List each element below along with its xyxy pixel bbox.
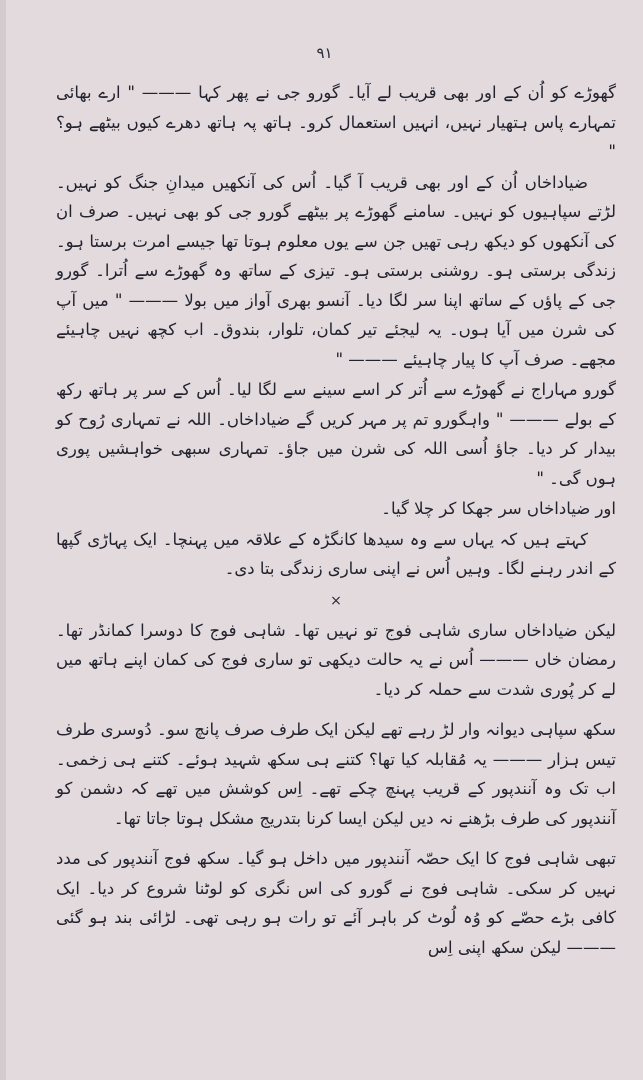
section-separator: ×	[330, 592, 342, 609]
paragraph-gap	[56, 834, 616, 844]
paragraph: کہتے ہیں کہ یہاں سے وہ سیدھا کانگڑہ کے علاقہ میں پہنچا۔ ایک پہاڑی گپھا کے اندر رہنے لگا۔ وہیں اُس نے اپنی ساری زندگی بتا دی۔	[56, 529, 616, 578]
paragraph-gap	[56, 705, 616, 715]
paragraph: اور ضیاداخاں سر جھکا کر چلا گیا۔	[381, 499, 616, 518]
paragraph: تبھی شاہی فوج کا ایک حصّہ آنندپور میں داخل ہو گیا۔ سکھ فوج آنندپور کی مدد نہیں کر سکی۔ شاہی فوج نے گورو کی اس نگری کو لوٹنا شروع کر دیا۔ ایک کافی بڑے حصّے کو وُہ لُوٹ کر باہر آئے تو رات ہو رہی تھی۔ لڑائی بند ہو گئی ——— لیکن سکھ اپنی اِس	[56, 849, 616, 957]
paragraph: ضیاداخاں اُن کے اور بھی قریب آ گیا۔ اُس کی آنکھیں میدانِ جنگ کو نہیں۔ لڑتے سپاہیوں کو نہیں۔ سامنے گھوڑے پر بیٹھے گورو جی کو بھی نہیں۔ صرف ان کی آنکھوں کو دیکھ رہی تھیں جن سے یوں معلوم ہوتا تھا جیسے امرت برستا ہو۔ زندگی برستی ہو۔ روشنی برستی ہو۔ تیزی کے ساتھ وہ گھوڑے سے اُترا۔ گورو جی کے پاؤں کے ساتھ اپنا سر لگا دیا۔ آنسو بھری آواز میں بولا ——— " میں آپ کی شرن میں آیا ہوں۔ یہ لیجئے تیر کمان، تلوار، بندوق۔ اب کچھ نہیں چاہیئے مجھے۔ صرف آپ کا پیار چاہیئے ——— "	[56, 172, 616, 369]
paragraph: سکھ سپاہی دیوانہ وار لڑ رہے تھے لیکن ایک طرف صرف پانچ سو۔ دُوسری طرف تیس ہزار ——— یہ مُقابلہ کیا تھا؟ کتنے ہی سکھ شہید ہوئے۔ کتنے ہی زخمی۔ اب تک وہ آنندپور کے قریب پہنچ چکے تھے۔ اِس کوشش میں تھے کہ دشمن کو آنندپور کی طرف بڑھنے نہ دیں لیکن ایسا کرنا بتدریج مشکل ہوتا جاتا تھا۔	[56, 720, 616, 828]
page-body	[56, 78, 616, 963]
paragraph: گھوڑے کو اُن کے اور بھی قریب لے آیا۔ گورو جی نے پھر کہا ——— " ارے بھائی تمہارے پاس ہتھیار نہیں، انہیں استعمال کرو۔ ہاتھ پہ ہاتھ دھرے کیوں بیٹھے ہو؟ "	[56, 83, 616, 161]
paragraph: لیکن ضیاداخاں ساری شاہی فوج تو نہیں تھا۔ شاہی فوج کا دوسرا کمانڈر تھا۔ رمضان خاں ——— اُس نے یہ حالت دیکھی تو ساری فوج کی کمان اپنے ہاتھ میں لے کر پُوری شدت سے حملہ کر دیا۔	[56, 620, 616, 699]
paragraph: گورو مہاراج نے گھوڑے سے اُتر کر اسے سینے سے لگا لیا۔ اُس کے سر پر ہاتھ رکھ کے بولے ——— " واہگورو تم پر مہر کریں گے ضیاداخاں۔ اللہ نے تمہاری رُوح کو بیدار کر دیا۔ جاؤ اُسی اللہ کی شرن میں جاؤ۔ تمہاری سبھی خواہشیں پوری ہوں گی۔ "	[56, 380, 616, 488]
page-number: ۹۱	[316, 44, 333, 62]
